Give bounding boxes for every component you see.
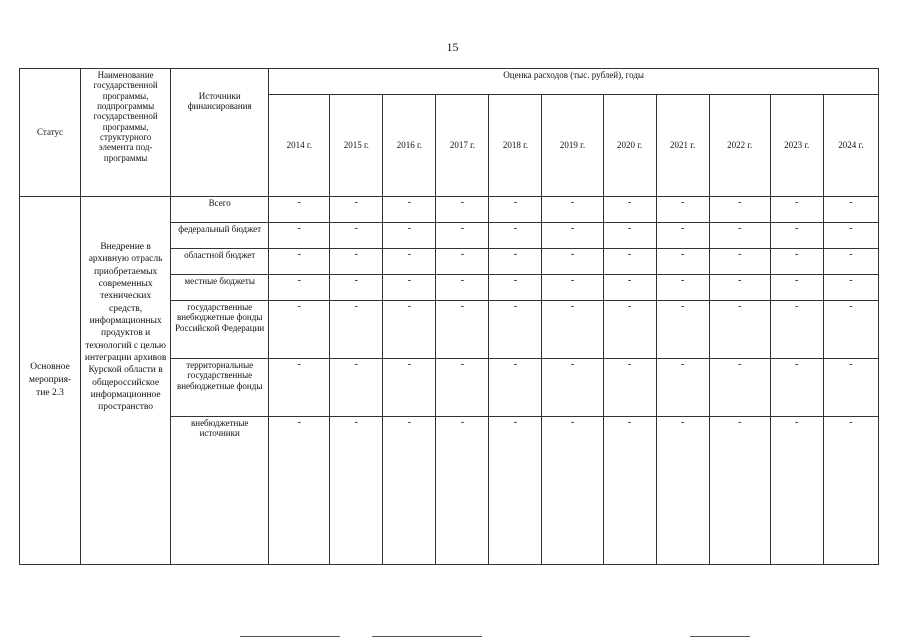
value-cell: - <box>656 223 709 249</box>
value-cell: - <box>489 417 542 565</box>
source-cell: территориальные государственные внебюджетные фонды <box>171 359 269 417</box>
value-cell: - <box>269 359 330 417</box>
value-cell: - <box>770 359 823 417</box>
value-cell: - <box>603 359 656 417</box>
value-cell: - <box>823 359 878 417</box>
value-cell: - <box>656 359 709 417</box>
value-cell: - <box>656 275 709 301</box>
value-cell: - <box>383 301 436 359</box>
value-cell: - <box>542 359 603 417</box>
value-cell: - <box>383 197 436 223</box>
value-cell: - <box>436 197 489 223</box>
value-cell: - <box>542 275 603 301</box>
table-row <box>20 197 879 223</box>
value-cell: - <box>436 223 489 249</box>
value-cell: - <box>383 275 436 301</box>
value-cell: - <box>542 301 603 359</box>
header-year: 2016 г. <box>383 95 436 197</box>
value-cell: - <box>709 417 770 565</box>
value-cell: - <box>269 197 330 223</box>
value-cell: - <box>656 249 709 275</box>
value-cell: - <box>383 223 436 249</box>
header-year: 2018 г. <box>489 95 542 197</box>
value-cell: - <box>383 359 436 417</box>
status-cell: Основное мероприя- тие 2.3 <box>20 197 81 565</box>
value-cell: - <box>436 275 489 301</box>
value-cell: - <box>823 275 878 301</box>
value-cell: - <box>656 301 709 359</box>
header-status: Статус <box>20 69 81 197</box>
value-cell: - <box>330 223 383 249</box>
value-cell: - <box>709 275 770 301</box>
value-cell: - <box>489 223 542 249</box>
value-cell: - <box>603 417 656 565</box>
value-cell: - <box>823 197 878 223</box>
value-cell: - <box>656 197 709 223</box>
value-cell: - <box>603 223 656 249</box>
header-sources: Источники финансирования <box>171 69 269 197</box>
source-cell: областной бюджет <box>171 249 269 275</box>
value-cell: - <box>603 197 656 223</box>
header-year: 2019 г. <box>542 95 603 197</box>
value-cell: - <box>709 301 770 359</box>
value-cell: - <box>823 301 878 359</box>
value-cell: - <box>770 249 823 275</box>
header-year: 2015 г. <box>330 95 383 197</box>
header-estimate: Оценка расходов (тыс. рублей), годы <box>269 69 879 95</box>
value-cell: - <box>709 249 770 275</box>
value-cell: - <box>330 197 383 223</box>
value-cell: - <box>542 249 603 275</box>
value-cell: - <box>542 197 603 223</box>
value-cell: - <box>542 417 603 565</box>
value-cell: - <box>823 223 878 249</box>
value-cell: - <box>770 223 823 249</box>
footer-rule-left <box>240 636 340 637</box>
value-cell: - <box>603 275 656 301</box>
value-cell: - <box>542 223 603 249</box>
program-name-cell: Внедрение в архивную отрасль приобретаемых современных технических средств, информационных продуктов и технологий с целью интеграции архивов Курской области в общероссийское информационное пространство <box>81 197 171 565</box>
value-cell: - <box>489 275 542 301</box>
value-cell: - <box>330 275 383 301</box>
value-cell: - <box>383 417 436 565</box>
value-cell: - <box>489 359 542 417</box>
header-year: 2014 г. <box>269 95 330 197</box>
value-cell: - <box>436 301 489 359</box>
header-name: Наименование государственной программы, подпрограммы государственной программы, структурного элемента под- программы <box>81 69 171 197</box>
value-cell: - <box>269 275 330 301</box>
value-cell: - <box>603 249 656 275</box>
value-cell: - <box>603 301 656 359</box>
value-cell: - <box>269 223 330 249</box>
source-cell: государственные внебюджетные фонды Российской Федерации <box>171 301 269 359</box>
source-cell: местные бюджеты <box>171 275 269 301</box>
expense-table <box>19 68 879 565</box>
value-cell: - <box>770 197 823 223</box>
header-year: 2020 г. <box>603 95 656 197</box>
value-cell: - <box>269 249 330 275</box>
value-cell: - <box>269 301 330 359</box>
source-cell: федеральный бюджет <box>171 223 269 249</box>
value-cell: - <box>709 197 770 223</box>
value-cell: - <box>823 417 878 565</box>
header-year: 2023 г. <box>770 95 823 197</box>
value-cell: - <box>709 223 770 249</box>
value-cell: - <box>770 301 823 359</box>
value-cell: - <box>436 249 489 275</box>
footer-rule-right <box>690 636 750 637</box>
header-year: 2024 г. <box>823 95 878 197</box>
source-cell: внебюджетные источники <box>171 417 269 565</box>
source-cell: Всего <box>171 197 269 223</box>
header-year: 2017 г. <box>436 95 489 197</box>
value-cell: - <box>330 301 383 359</box>
value-cell: - <box>823 249 878 275</box>
value-cell: - <box>489 197 542 223</box>
value-cell: - <box>330 249 383 275</box>
value-cell: - <box>269 417 330 565</box>
value-cell: - <box>709 359 770 417</box>
footer-rule-mid <box>372 636 482 637</box>
value-cell: - <box>489 301 542 359</box>
value-cell: - <box>770 417 823 565</box>
header-year: 2021 г. <box>656 95 709 197</box>
value-cell: - <box>656 417 709 565</box>
value-cell: - <box>383 249 436 275</box>
value-cell: - <box>436 359 489 417</box>
page-number: 15 <box>446 40 459 54</box>
value-cell: - <box>330 359 383 417</box>
value-cell: - <box>330 417 383 565</box>
value-cell: - <box>489 249 542 275</box>
value-cell: - <box>770 275 823 301</box>
header-year: 2022 г. <box>709 95 770 197</box>
value-cell: - <box>436 417 489 565</box>
